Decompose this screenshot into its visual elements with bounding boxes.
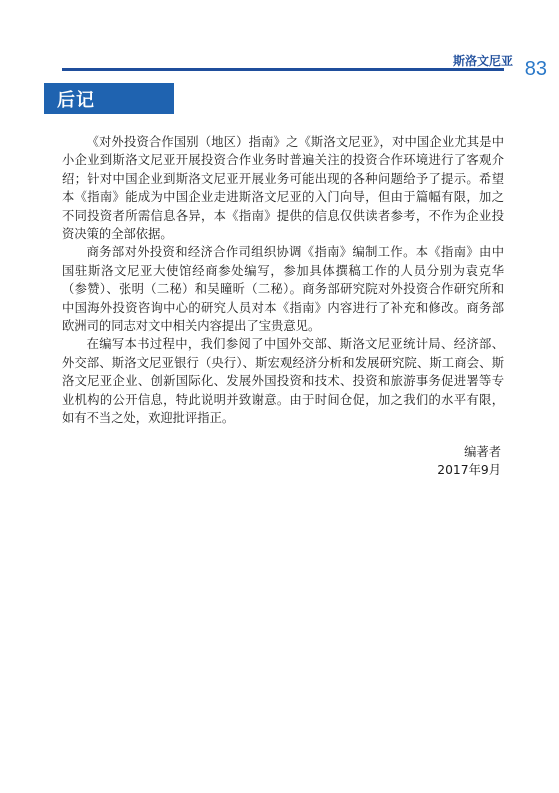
running-header-title: 斯洛文尼亚	[452, 54, 513, 68]
page-title: 后记	[57, 90, 95, 111]
body-text	[62, 133, 504, 428]
signature-author: 编著者	[464, 445, 501, 459]
title-band	[44, 83, 174, 114]
paragraph-3: 在编写本书过程中，我们参阅了中国外交部、斯洛文尼亚统计局、经济部、外交部、斯洛文尼亚银行（央行）、斯宏观经济分析和发展研究院、斯工商会、斯洛文尼亚企业、创新国际化、发展外国投资和技术、投资和旅游事务促进署等专业机构的公开信息，特此说明并致谢意。由于时间仓促，加之我们的水平有限，如有不当之处，欢迎批评指正。	[62, 337, 504, 426]
paragraph-2: 商务部对外投资和经济合作司组织协调《指南》编制工作。本《指南》由中国驻斯洛文尼亚大使馆经商参处编写，参加具体撰稿工作的人员分别为袁克华（参赞）、张明（二秘）和吴曈昕（二秘）。商务部研究院对外投资合作研究所和中国海外投资咨询中心的研究人员对本《指南》内容进行了补充和修改。商务部欧洲司的同志对文中相关内容提出了宝贵意见。	[62, 245, 504, 334]
signature-date: 2017年9月	[437, 463, 501, 478]
signature-block	[437, 443, 501, 480]
paragraph-1: 《对外投资合作国别（地区）指南》之《斯洛文尼亚》，对中国企业尤其是中小企业到斯洛文尼亚开展投资合作业务时普遍关注的投资合作环境进行了客观介绍；针对中国企业到斯洛文尼亚开展业务可能出现的各种问题给予了提示。希望本《指南》能成为中国企业走进斯洛文尼亚的入门向导，但由于篇幅有限，加之不同投资者所需信息各异，本《指南》提供的信息仅供读者参考，不作为企业投资决策的全部依据。	[62, 135, 504, 242]
header-rule	[62, 68, 504, 71]
page-number: 83	[524, 58, 547, 80]
